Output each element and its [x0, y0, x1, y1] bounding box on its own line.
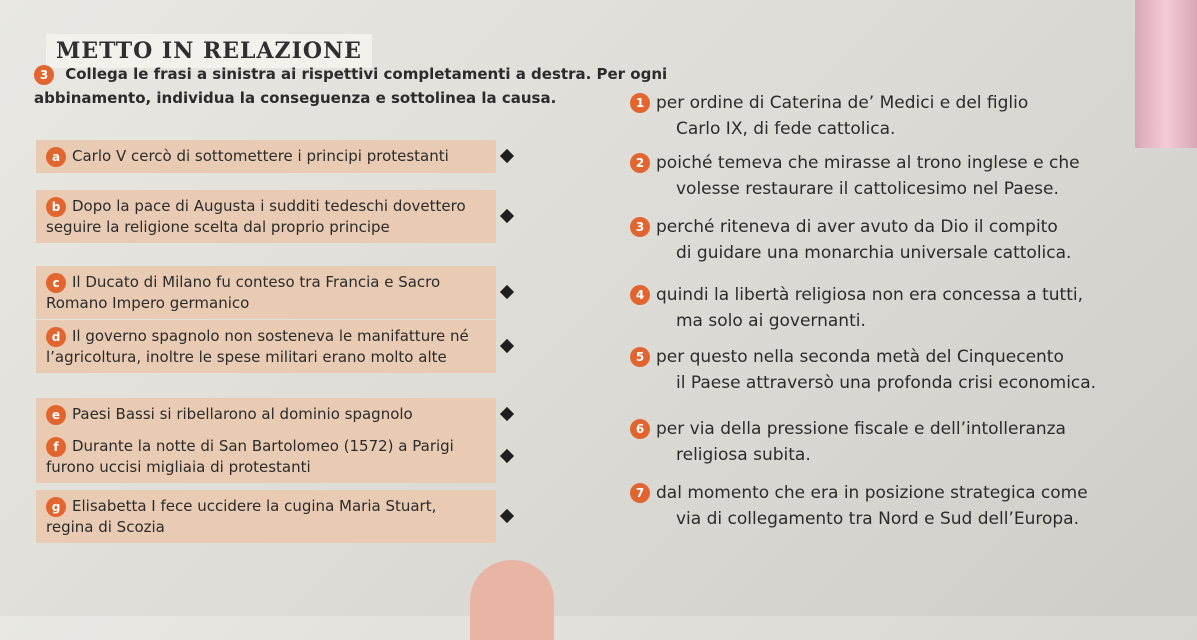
left-item-a [36, 140, 496, 173]
section-title: METTO IN RELAZIONE [46, 34, 372, 68]
right-item-2 [630, 150, 1170, 202]
right-item-line2: volesse restaurare il cattolicesimo nel Paese. [676, 179, 1059, 199]
right-item-7 [630, 480, 1170, 532]
right-item-line1: per ordine di Caterina de’ Medici e del figlio [656, 93, 1029, 113]
item-letter: e [46, 405, 66, 425]
instruction-text: Collega le frasi a sinistra ai rispettivi completamenti a destra. Per ogni abbinamento, individua la conseguenza e sottolinea la causa. [34, 65, 668, 107]
right-item-line1: per questo nella seconda metà del Cinquecento [656, 347, 1064, 367]
left-item-text: Dopo la pace di Augusta i sudditi tedeschi dovettero seguire la religione scelta dal proprio principe [46, 197, 466, 236]
left-item-d [36, 320, 496, 373]
connector-dot[interactable] [500, 339, 514, 353]
left-item-text: Paesi Bassi si ribellarono al dominio spagnolo [72, 405, 413, 423]
connector-dot[interactable] [500, 209, 514, 223]
connector-dot[interactable] [500, 285, 514, 299]
right-item-line1: poiché temeva che mirasse al trono inglese e che [656, 153, 1080, 173]
left-item-text: Carlo V cercò di sottomettere i principi protestanti [72, 147, 449, 165]
item-letter: c [46, 273, 66, 293]
left-item-f [36, 430, 496, 483]
right-item-line1: per via della pressione fiscale e dell’intolleranza [656, 419, 1066, 439]
item-number: 2 [630, 153, 650, 173]
exercise-instruction [34, 62, 674, 110]
item-number: 3 [630, 217, 650, 237]
right-item-line2: ma solo ai governanti. [676, 311, 866, 331]
right-item-line2: via di collegamento tra Nord e Sud dell’Europa. [676, 509, 1079, 529]
left-item-e [36, 398, 496, 431]
right-item-4 [630, 282, 1170, 334]
left-item-g [36, 490, 496, 543]
item-letter: d [46, 327, 66, 347]
item-letter: f [46, 437, 66, 457]
item-number: 1 [630, 93, 650, 113]
right-item-line2: religiosa subita. [676, 445, 811, 465]
left-item-text: Durante la notte di San Bartolomeo (1572) a Parigi furono uccisi migliaia di protestanti [46, 437, 454, 476]
finger-photo [470, 560, 554, 640]
right-item-1 [630, 90, 1170, 142]
item-number: 4 [630, 285, 650, 305]
connector-dot[interactable] [500, 449, 514, 463]
item-number: 5 [630, 347, 650, 367]
right-item-5 [630, 344, 1170, 396]
connector-dot[interactable] [500, 407, 514, 421]
right-item-6 [630, 416, 1170, 468]
right-item-line2: il Paese attraversò una profonda crisi economica. [676, 373, 1097, 393]
left-item-c [36, 266, 496, 319]
item-number: 6 [630, 419, 650, 439]
item-number: 7 [630, 483, 650, 503]
exercise-number: 3 [34, 65, 54, 85]
item-letter: g [46, 497, 66, 517]
item-letter: a [46, 147, 66, 167]
right-item-line1: quindi la libertà religiosa non era concessa a tutti, [656, 285, 1084, 305]
right-item-line2: di guidare una monarchia universale cattolica. [676, 243, 1072, 263]
item-letter: b [46, 197, 66, 217]
connector-dot[interactable] [500, 509, 514, 523]
right-item-line1: perché riteneva di aver avuto da Dio il compito [656, 217, 1058, 237]
left-item-text: Il Ducato di Milano fu conteso tra Francia e Sacro Romano Impero germanico [46, 273, 441, 312]
left-item-b [36, 190, 496, 243]
right-item-line2: Carlo IX, di fede cattolica. [676, 119, 896, 139]
left-item-text: Il governo spagnolo non sosteneva le manifatture né l’agricoltura, inoltre le spese militari erano molto alte [46, 327, 469, 366]
connector-dot[interactable] [500, 149, 514, 163]
right-item-line1: dal momento che era in posizione strategica come [656, 483, 1088, 503]
left-item-text: Elisabetta I fece uccidere la cugina Maria Stuart, regina di Scozia [46, 497, 437, 536]
right-item-3 [630, 214, 1170, 266]
